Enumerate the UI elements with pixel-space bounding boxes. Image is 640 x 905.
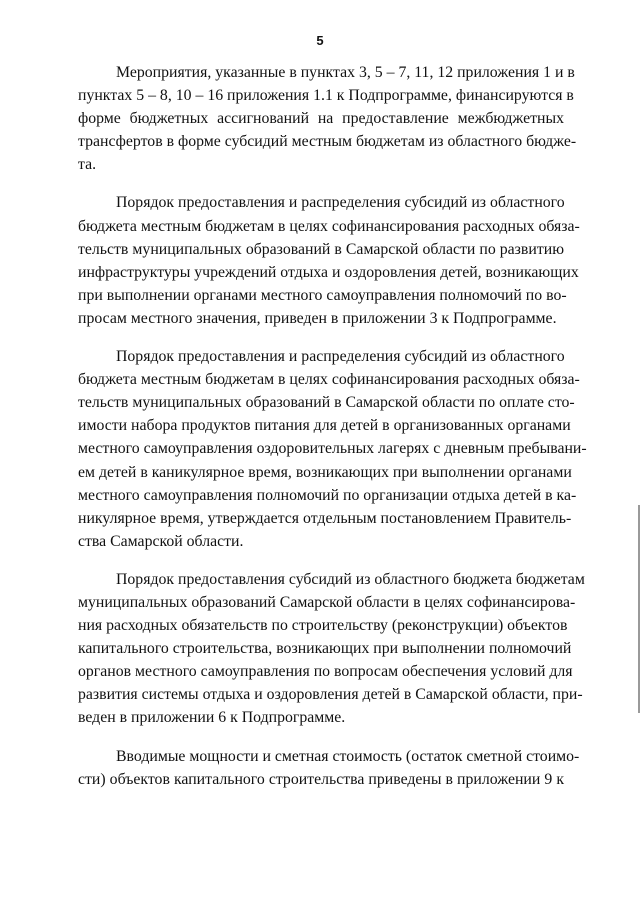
paragraph (78, 568, 585, 730)
text-line: Вводимые мощности и сметная стоимость (остаток сметной стоимо- (116, 747, 580, 765)
text-line: бюджета местным бюджетам в целях софинансирования расходных обяза- (78, 371, 580, 389)
text-line: Порядок предоставления и распределения субсидий из областного (116, 194, 565, 212)
paragraph (78, 745, 580, 791)
text-line: сти) объектов капитального строительства приведены в приложении 9 к (78, 770, 564, 788)
text-line: пунктах 5 – 8, 10 – 16 приложения 1.1 к Подпрограмме, финансируются в (78, 87, 574, 105)
text-line: ния расходных обязательств по строительству (реконструкции) объектов (78, 617, 568, 635)
text-line: та. (78, 156, 97, 174)
text-line: ства Самарской области. (78, 532, 244, 550)
text-line: имости набора продуктов питания для детей в организованных органами (78, 417, 571, 435)
text-line: форме бюджетных ассигнований на предоставление межбюджетных (78, 110, 564, 128)
text-line: местного самоуправления оздоровительных лагерях с дневным пребывани- (78, 440, 587, 458)
document-body (78, 61, 587, 791)
text-line: Мероприятия, указанные в пунктах 3, 5 – 7, 11, 12 приложения 1 и в (116, 64, 575, 81)
text-line: при выполнении органами местного самоуправления полномочий по во- (78, 286, 567, 304)
text-line: тельств муниципальных образований в Самарской области по оплате сто- (78, 394, 575, 412)
text-line: просам местного значения, приведен в приложении 3 к Подпрограмме. (78, 309, 557, 327)
paragraph (78, 61, 577, 176)
text-line: инфраструктуры учреждений отдыха и оздоровления детей, возникающих (78, 263, 579, 281)
text-line: местного самоуправления полномочий по организации отдыха детей в ка- (78, 486, 577, 504)
text-line: никулярное время, утверждается отдельным постановлением Правитель- (78, 509, 572, 527)
text-line: тельств муниципальных образований в Самарской области по развитию (78, 240, 564, 258)
text-line: муниципальных образований Самарской области в целях софинансирова- (78, 593, 576, 611)
paragraph (78, 345, 587, 553)
paragraph (78, 191, 580, 330)
text-line: Порядок предоставления и распределения субсидий из областного (116, 348, 565, 366)
text-line: трансфертов в форме субсидий местным бюджетам из областного бюдже- (78, 133, 577, 151)
text-line: веден в приложении 6 к Подпрограмме. (78, 709, 346, 727)
text-line: развития системы отдыха и оздоровления детей в Самарской области, при- (78, 686, 583, 704)
text-line: Порядок предоставления субсидий из областного бюджета бюджетам (116, 570, 585, 588)
text-line: органов местного самоуправления по вопросам обеспечения условий для (78, 663, 573, 681)
text-line: ем детей в каникулярное время, возникающих при выполнении органами (78, 463, 572, 481)
page-number: 5 (316, 33, 324, 48)
text-line: капитального строительства, возникающих при выполнении полномочий (78, 640, 572, 658)
text-line: бюджета местным бюджетам в целях софинансирования расходных обяза- (78, 217, 580, 235)
